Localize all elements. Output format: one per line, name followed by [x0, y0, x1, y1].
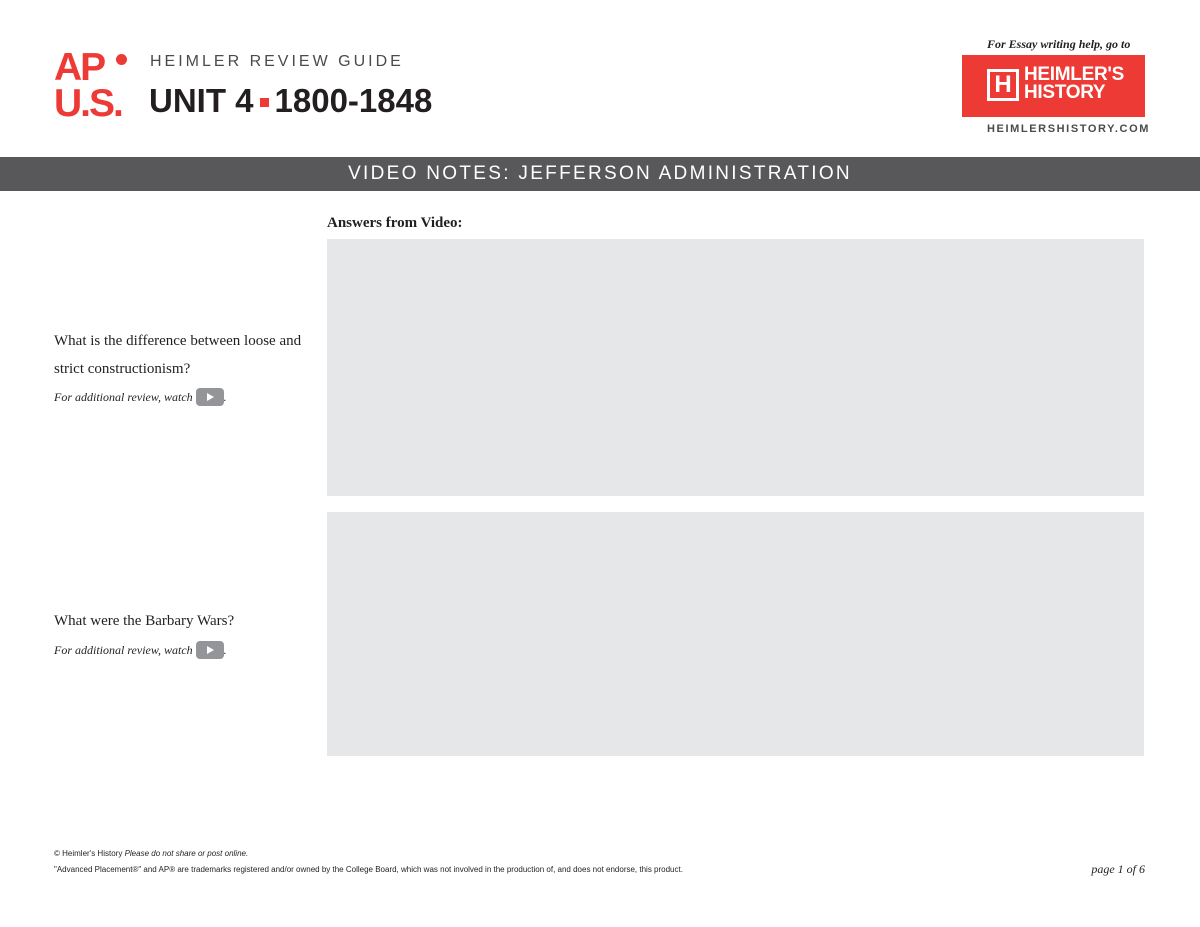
- essay-help-text: For Essay writing help, go to: [987, 37, 1131, 51]
- heimlers-history-logo[interactable]: [962, 55, 1145, 117]
- unit-years: 1800-1848: [274, 82, 433, 119]
- footer-copyright: © Heimler's History Please do not share or post online.: [54, 849, 249, 858]
- title-banner: [0, 157, 1200, 191]
- logo-dot: [116, 54, 127, 65]
- page-number: page 1 of 6: [1091, 862, 1145, 876]
- logo-ap: AP: [54, 46, 105, 89]
- h-logo-icon: H: [987, 69, 1019, 101]
- unit-number: UNIT 4: [149, 82, 254, 119]
- answer-box-1[interactable]: [327, 239, 1144, 496]
- brand-url-link[interactable]: HEIMLERSHISTORY.COM: [987, 123, 1151, 135]
- footer-trademark: "Advanced Placement®" and AP® are trademarks registered and/or owned by the College Board, which was not involved in the production of, and does not endorse, this product.: [54, 865, 683, 874]
- unit-title: [149, 82, 432, 120]
- banner-title: VIDEO NOTES: JEFFERSON ADMINISTRATION: [348, 163, 852, 184]
- brand-name: HEIMLER'S HISTORY: [1024, 64, 1124, 103]
- title-separator: [260, 98, 269, 107]
- ap-us-logo: [54, 46, 130, 125]
- guide-label: HEIMLER REVIEW GUIDE: [150, 53, 404, 70]
- answer-box-2[interactable]: [327, 512, 1144, 756]
- logo-us: U.S.: [54, 82, 122, 125]
- answers-label: Answers from Video:: [327, 215, 463, 231]
- youtube-play-icon[interactable]: [196, 641, 224, 659]
- question-2: What were the Barbary Wars?: [54, 613, 235, 629]
- youtube-play-icon[interactable]: [196, 388, 224, 406]
- question-1: What is the difference between loose and strict constructionism?: [54, 333, 302, 377]
- review-note-1: For additional review, watch .: [54, 388, 227, 406]
- review-note-2: For additional review, watch .: [54, 641, 227, 659]
